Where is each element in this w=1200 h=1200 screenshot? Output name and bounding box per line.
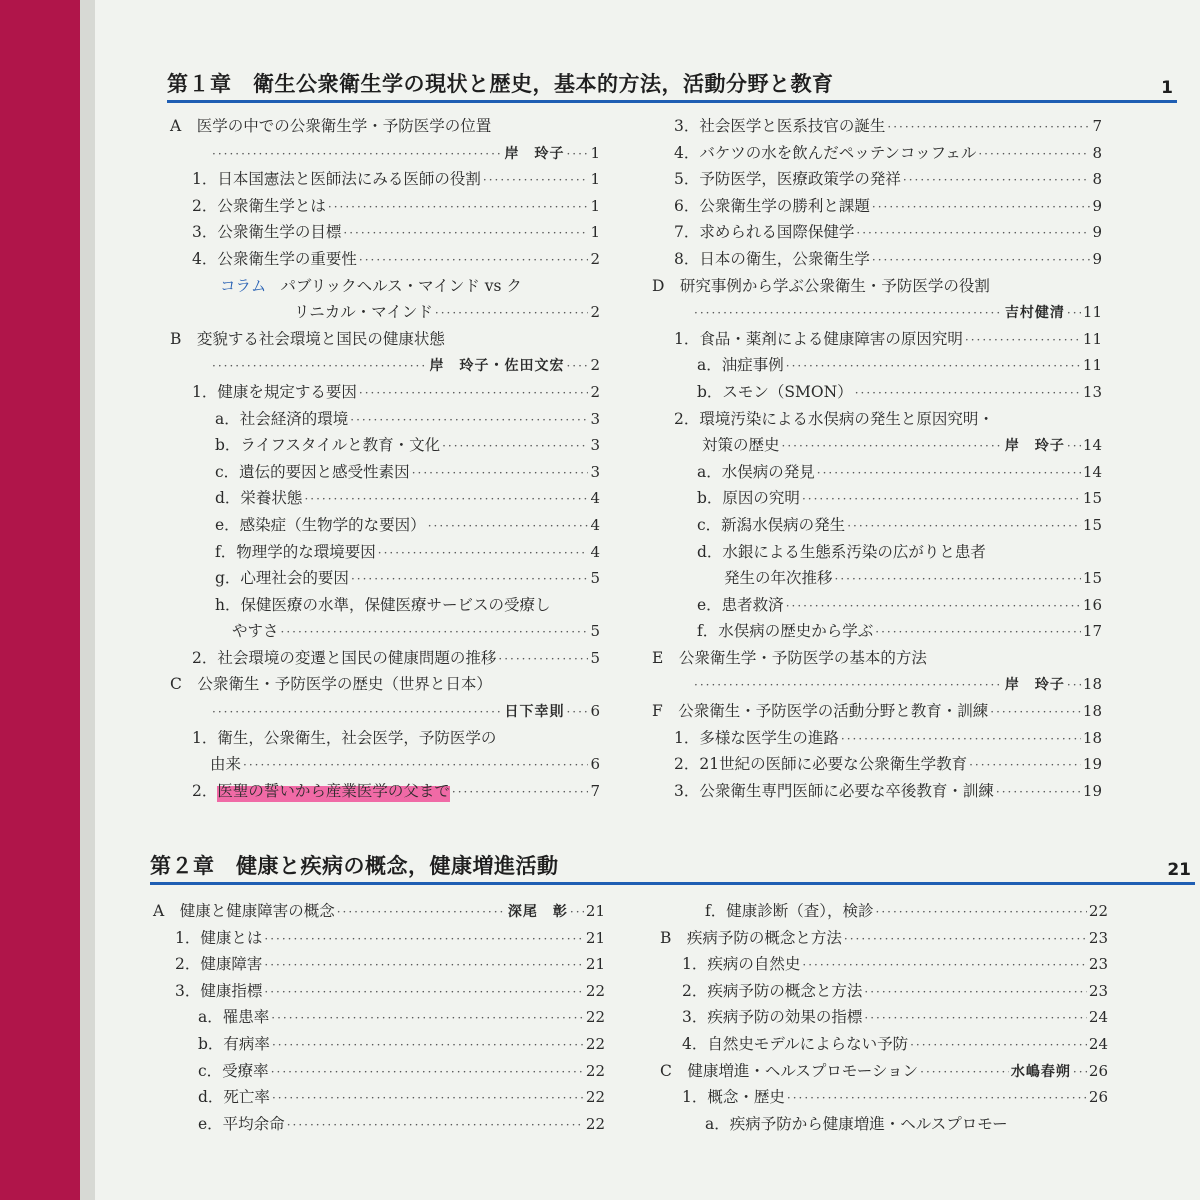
toc-entry: 4．公衆衛生学の重要性 ····· 2: [170, 246, 600, 273]
toc-entry: 1．食品・薬剤による健康障害の原因究明 ····· 11: [652, 326, 1102, 353]
toc-entry: 2．健康障害 ····· 21: [153, 951, 605, 978]
toc-entry: やすさ ····· 5: [170, 618, 600, 645]
toc-entry: 由来 ····· 6: [170, 751, 600, 778]
toc-entry: ····· 岸 玲子 ····· 18: [652, 671, 1102, 698]
toc-entry: B 変貌する社会環境と国民の健康状態: [170, 329, 445, 348]
toc-entry: 4．自然史モデルによらない予防 ····· 24: [660, 1031, 1108, 1058]
toc-entry: 1．衛生，公衆衛生，社会医学，予防医学の: [192, 728, 497, 747]
toc-entry: b．原因の究明 ····· 15: [652, 485, 1102, 512]
toc-entry: D 研究事例から学ぶ公衆衛生・予防医学の役割: [652, 276, 990, 295]
toc-entry: B 疾病予防の概念と方法 ····· 23: [660, 925, 1108, 952]
toc-entry: a．水俣病の発見 ····· 14: [652, 459, 1102, 486]
toc-entry: 7．求められる国際保健学 ····· 9: [652, 219, 1102, 246]
toc-entry: e．平均余命 ····· 22: [153, 1111, 605, 1138]
toc-entry: 3．社会医学と医系技官の誕生 ····· 7: [652, 113, 1102, 140]
toc-page: [95, 0, 1200, 1200]
chapter-page: 21: [1167, 860, 1191, 880]
toc-entry-highlighted: 2． 医聖の誓いから産業医学の父まで ····· 7: [170, 778, 600, 805]
toc-entry: h．保健医療の水準，保健医療サービスの受療し: [215, 595, 551, 614]
toc-entry: E 公衆衛生学・予防医学の基本的方法: [652, 648, 927, 667]
toc-entry: c．受療率 ····· 22: [153, 1058, 605, 1085]
toc-entry: g．心理社会的要因 ····· 5: [170, 565, 600, 592]
toc-entry: 6．公衆衛生学の勝利と課題 ····· 9: [652, 193, 1102, 220]
toc-entry: 発生の年次推移 ····· 15: [652, 565, 1102, 592]
toc-entry: b．スモン（SMON） ····· 13: [652, 379, 1102, 406]
toc-entry: 1．健康とは ····· 21: [153, 925, 605, 952]
toc-entry: 1．概念・歴史 ····· 26: [660, 1084, 1108, 1111]
toc-entry: リニカル・マインド ····· 2: [170, 299, 600, 326]
toc-entry: f．物理学的な環境要因 ····· 4: [170, 539, 600, 566]
toc-entry: a．社会経済的環境 ····· 3: [170, 406, 600, 433]
toc-entry: 対策の歴史 ····· 岸 玲子 ····· 14: [652, 432, 1102, 459]
toc-entry: 3．公衆衛生学の目標 ····· 1: [170, 219, 600, 246]
toc-entry: c．新潟水俣病の発生 ····· 15: [652, 512, 1102, 539]
chapter-title: 第１章 衛生公衆衛生学の現状と歴史，基本的方法，活動分野と教育: [167, 72, 834, 96]
toc-entry: 2．社会環境の変遷と国民の健康問題の推移 ····· 5: [170, 645, 600, 672]
toc-entry: b．有病率 ····· 22: [153, 1031, 605, 1058]
toc-entry: a．油症事例 ····· 11: [652, 352, 1102, 379]
toc-entry: A 健康と健康障害の概念 ····· 深尾 彰 ····· 21: [153, 898, 605, 925]
toc-entry: 3．疾病予防の効果の指標 ····· 24: [660, 1004, 1108, 1031]
chapter-2-right-column: [660, 898, 1108, 1137]
toc-entry: 2．疾病予防の概念と方法 ····· 23: [660, 978, 1108, 1005]
toc-entry: F 公衆衛生・予防医学の活動分野と教育・訓練 ····· 18: [652, 698, 1102, 725]
column-tag: コラム: [220, 276, 267, 295]
chapter-title: 第２章 健康と疾病の概念，健康増進活動: [150, 854, 559, 878]
toc-entry: f．水俣病の歴史から学ぶ ····· 17: [652, 618, 1102, 645]
toc-entry: f．健康診断（査），検診 ····· 22: [660, 898, 1108, 925]
toc-entry: ····· 岸 玲子・佐田文宏 ····· 2: [170, 352, 600, 379]
toc-entry: 3．健康指標 ····· 22: [153, 978, 605, 1005]
toc-entry: 1．疾病の自然史 ····· 23: [660, 951, 1108, 978]
toc-entry: d．水銀による生態系汚染の広がりと患者: [697, 542, 986, 561]
toc-entry: 1．多様な医学生の進路 ····· 18: [652, 725, 1102, 752]
toc-entry: ····· 岸 玲子 ····· 1: [170, 140, 600, 167]
toc-entry: e．感染症（生物学的な要因） ····· 4: [170, 512, 600, 539]
toc-entry: C 健康増進・ヘルスプロモーション ····· 水嶋春朔 ····· 26: [660, 1058, 1108, 1085]
toc-entry: c．遺伝的要因と感受性素因 ····· 3: [170, 459, 600, 486]
toc-entry: 4．バケツの水を飲んだペッテンコッフェル ····· 8: [652, 140, 1102, 167]
toc-entry: b．ライフスタイルと教育・文化 ····· 3: [170, 432, 600, 459]
toc-entry: A 医学の中での公衆衛生学・予防医学の位置: [170, 117, 492, 135]
chapter-2-left-column: [153, 898, 605, 1137]
chapter-1-right-column: [652, 113, 1102, 804]
chapter-2-heading: [150, 852, 1195, 885]
toc-entry: C 公衆衛生・予防医学の歴史（世界と日本）: [170, 675, 492, 694]
toc-entry: 5．予防医学，医療政策学の発祥 ····· 8: [652, 166, 1102, 193]
toc-entry-column: コラム パブリックヘルス・マインド vs ク: [170, 273, 600, 300]
chapter-1-left-column: [170, 113, 600, 804]
toc-entry: d．栄養状態 ····· 4: [170, 485, 600, 512]
toc-entry: e．患者救済 ····· 16: [652, 592, 1102, 619]
highlighter-mark: 医聖の誓いから産業医学の父まで: [217, 778, 450, 805]
chapter-page: 1: [1161, 78, 1173, 98]
toc-entry: ····· 吉村健清 ····· 11: [652, 299, 1102, 326]
toc-entry: 8．日本の衛生，公衆衛生学 ····· 9: [652, 246, 1102, 273]
toc-entry: ····· 日下幸則 ····· 6: [170, 698, 600, 725]
toc-entry: 1．健康を規定する要因 ····· 2: [170, 379, 600, 406]
page-edge-binding: [0, 0, 95, 1200]
toc-entry: a．疾病予防から健康増進・ヘルスプロモー: [705, 1114, 1008, 1133]
toc-entry: a．罹患率 ····· 22: [153, 1004, 605, 1031]
toc-entry: 3．公衆衛生専門医師に必要な卒後教育・訓練 ····· 19: [652, 778, 1102, 805]
toc-entry: d．死亡率 ····· 22: [153, 1084, 605, 1111]
toc-entry: 2．21世紀の医師に必要な公衆衛生学教育 ····· 19: [652, 751, 1102, 778]
toc-entry: 2．公衆衛生学とは ····· 1: [170, 193, 600, 220]
toc-entry: 1．日本国憲法と医師法にみる医師の役割 ····· 1: [170, 166, 600, 193]
chapter-1-heading: [167, 70, 1177, 103]
toc-entry: 2．環境汚染による水俣病の発生と原因究明・: [674, 409, 994, 428]
